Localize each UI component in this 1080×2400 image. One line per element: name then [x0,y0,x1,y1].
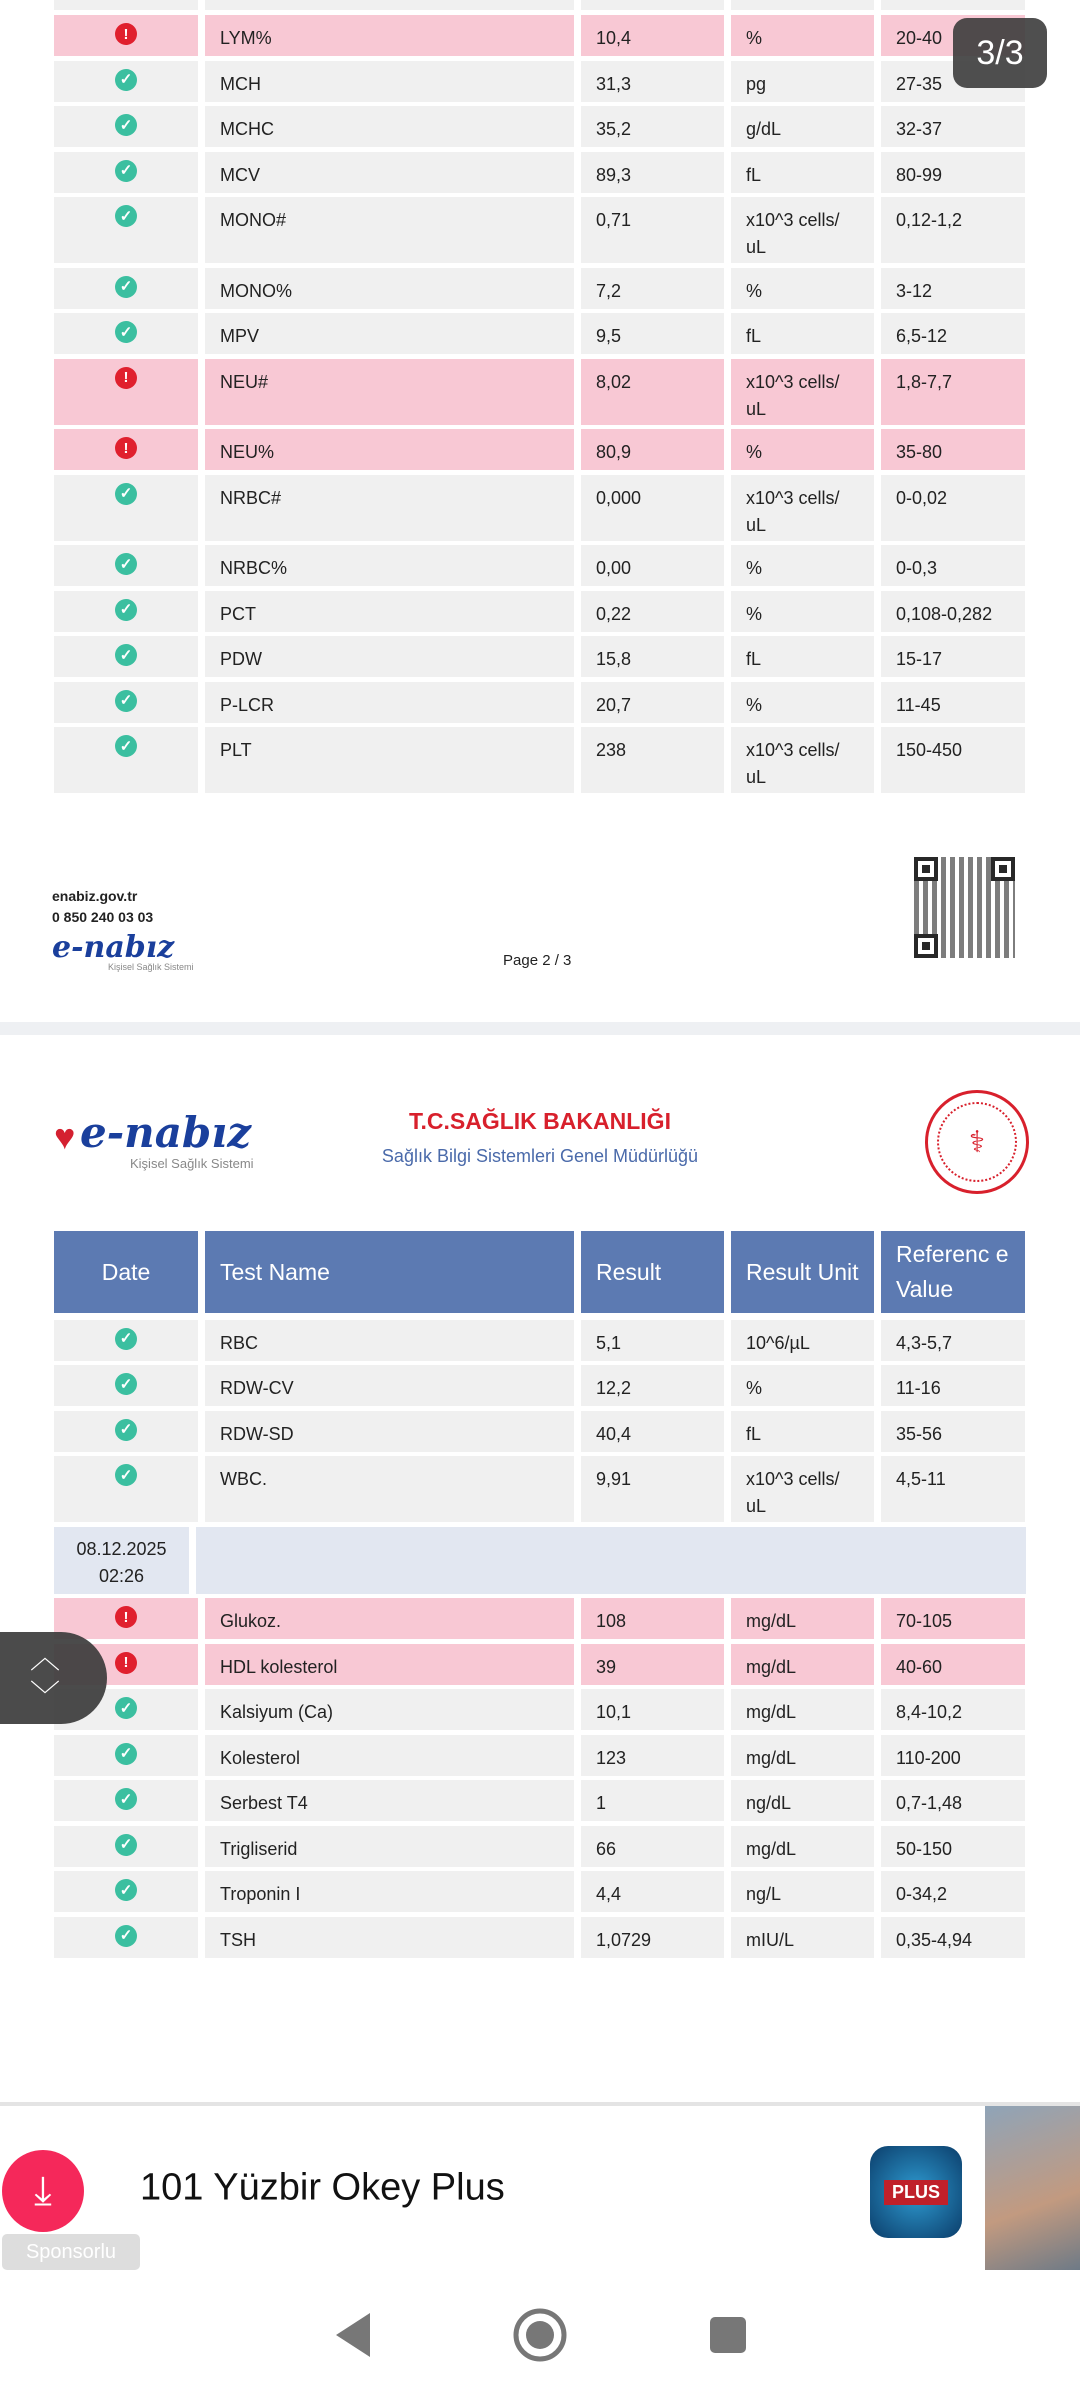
result-value: 1 [581,1780,724,1821]
status-cell [54,682,198,723]
result-value: 7,2 [581,268,724,309]
reference-value: 0-0,02 [881,475,1025,541]
status-cell [54,636,198,677]
result-unit: fL [731,152,874,193]
header-reference-value: Referenc e Value [881,1231,1025,1313]
test-name: LYM% [205,15,574,56]
result-value: 4,4 [581,1871,724,1912]
reference-value: 0,108-0,282 [881,591,1025,632]
result-value: 9,91 [581,1456,724,1522]
reference-value: 0,35-4,94 [881,1917,1025,1958]
test-name: PDW [205,636,574,677]
reference-value: 8,4-10,2 [881,1689,1025,1730]
test-name: Troponin I [205,1871,574,1912]
status-cell [54,1780,198,1821]
status-cell [54,545,198,586]
check-icon: ✓ [115,1834,137,1856]
result-unit: % [731,545,874,586]
logo-tagline: Kişisel Sağlık Sistemi [108,962,194,972]
result-unit: x10^3 cells/ uL [731,475,874,541]
results-table-page-3 [54,1231,1026,1958]
check-icon: ✓ [115,1879,137,1901]
test-name: Kalsiyum (Ca) [205,1689,574,1730]
page-badge: 3/3 [953,18,1047,88]
table-row [54,15,1026,56]
result-value: 0,71 [581,197,724,263]
header-result-unit: Result Unit [731,1231,874,1313]
table-row [54,636,1026,677]
ministry-subtitle: Sağlık Bilgi Sistemleri Genel Müdürlüğü [381,1146,699,1166]
back-icon[interactable] [332,2311,372,2359]
header-test-name: Test Name [205,1231,574,1313]
test-name: MONO% [205,268,574,309]
table-row [54,1871,1026,1912]
table-row [54,359,1026,425]
alert-icon: ! [115,1652,137,1674]
table-row [54,591,1026,632]
table-row [54,106,1026,147]
reference-value: 110-200 [881,1735,1025,1776]
e-nabiz-logo-text: e-nabız [80,1108,252,1157]
partial-row-top [54,0,1026,10]
check-icon: ✓ [115,114,137,136]
result-value: 15,8 [581,636,724,677]
check-icon: ✓ [115,1328,137,1350]
status-cell [54,15,198,56]
result-unit: mg/dL [731,1689,874,1730]
footer-logo [52,930,212,974]
check-icon: ✓ [115,1373,137,1395]
status-cell [54,591,198,632]
check-icon: ✓ [115,1419,137,1441]
result-value: 5,1 [581,1320,724,1361]
reference-value: 3-12 [881,268,1025,309]
header-logo [54,1108,264,1174]
table-row [54,1917,1026,1958]
result-value: 39 [581,1644,724,1685]
table-row [54,682,1026,723]
result-unit: fL [731,636,874,677]
result-value: 10,4 [581,15,724,56]
reference-value: 0-0,3 [881,545,1025,586]
table-row [54,1689,1026,1730]
home-icon[interactable] [512,2307,568,2363]
reference-value: 4,3-5,7 [881,1320,1025,1361]
check-icon: ✓ [115,1743,137,1765]
test-name: MONO# [205,197,574,263]
table-row [54,1644,1026,1685]
check-icon: ✓ [115,735,137,757]
status-cell [54,1411,198,1452]
result-value: 108 [581,1598,724,1639]
test-name: P-LCR [205,682,574,723]
heart-icon: ♥ [54,1116,76,1157]
check-icon: ✓ [115,483,137,505]
check-icon: ✓ [115,205,137,227]
result-value: 40,4 [581,1411,724,1452]
alert-icon: ! [115,1606,137,1628]
reference-value: 11-45 [881,682,1025,723]
check-icon: ✓ [115,69,137,91]
status-cell [54,1365,198,1406]
result-unit: g/dL [731,106,874,147]
test-name: Trigliserid [205,1826,574,1867]
system-nav-bar [0,2270,1080,2400]
result-unit: fL [731,313,874,354]
test-name: PCT [205,591,574,632]
table-row [54,727,1026,793]
sponsored-label: Sponsorlu [2,2234,140,2270]
reference-value: 35-56 [881,1411,1025,1452]
check-icon: ✓ [115,690,137,712]
status-cell [54,475,198,541]
reference-value: 6,5-12 [881,313,1025,354]
table-row [54,1411,1026,1452]
test-name: MPV [205,313,574,354]
recents-icon[interactable] [708,2315,748,2355]
test-name: MCV [205,152,574,193]
status-cell [54,61,198,102]
check-icon: ✓ [115,276,137,298]
status-cell [54,152,198,193]
status-cell [54,1871,198,1912]
result-unit: pg [731,61,874,102]
chevron-down-icon[interactable]: ﹀ [30,1680,60,1713]
check-icon: ✓ [115,1464,137,1486]
result-unit: ng/L [731,1871,874,1912]
table-row [54,268,1026,309]
result-value: 89,3 [581,152,724,193]
check-icon: ✓ [115,644,137,666]
reference-value: 150-450 [881,727,1025,793]
app-icon-text: PLUS [884,2180,948,2205]
table-row [54,475,1026,541]
ministry-title: T.C.SAĞLIK BAKANLIĞI [409,1108,671,1134]
status-cell [54,1598,198,1639]
table-row [54,197,1026,263]
result-value: 80,9 [581,429,724,470]
test-name: MCH [205,61,574,102]
status-cell [54,1320,198,1361]
check-icon: ✓ [115,599,137,621]
status-cell [54,727,198,793]
test-name: PLT [205,727,574,793]
table-row [54,1780,1026,1821]
table-row [54,1826,1026,1867]
reference-value: 1,8-7,7 [881,359,1025,425]
test-name: NRBC# [205,475,574,541]
table-row [54,1598,1026,1639]
result-value: 31,3 [581,61,724,102]
result-value: 66 [581,1826,724,1867]
result-unit: % [731,429,874,470]
status-cell [54,268,198,309]
result-unit: mg/dL [731,1598,874,1639]
reference-value: 35-80 [881,429,1025,470]
alert-icon: ! [115,437,137,459]
status-cell [54,1917,198,1958]
reference-value: 50-150 [881,1826,1025,1867]
test-name: Glukoz. [205,1598,574,1639]
result-unit: % [731,591,874,632]
table-row [54,429,1026,470]
table-row [54,1735,1026,1776]
table-header [54,1231,1026,1313]
check-icon: ✓ [115,321,137,343]
alert-icon: ! [115,367,137,389]
page-separator [0,1022,1080,1035]
result-value: 12,2 [581,1365,724,1406]
ad-image[interactable] [985,2106,1080,2270]
scroll-navigator[interactable] [0,1632,107,1724]
group-date: 08.12.2025 [76,1539,167,1559]
test-name: NEU% [205,429,574,470]
result-unit: % [731,268,874,309]
result-unit: ng/dL [731,1780,874,1821]
result-unit: % [731,682,874,723]
check-icon: ✓ [115,553,137,575]
test-name: HDL kolesterol [205,1644,574,1685]
test-name: MCHC [205,106,574,147]
result-value: 0,22 [581,591,724,632]
result-unit: fL [731,1411,874,1452]
table-row [54,1320,1026,1361]
status-cell [54,359,198,425]
status-cell [54,1735,198,1776]
check-icon: ✓ [115,1925,137,1947]
group-time: 02:26 [99,1566,145,1586]
qr-code [914,857,1015,958]
test-name: NRBC% [205,545,574,586]
result-unit: mIU/L [731,1917,874,1958]
result-unit: mg/dL [731,1826,874,1867]
reference-value: 70-105 [881,1598,1025,1639]
result-unit: x10^3 cells/ uL [731,727,874,793]
status-cell [54,1826,198,1867]
test-name: RBC [205,1320,574,1361]
check-icon: ✓ [115,1788,137,1810]
test-name: NEU# [205,359,574,425]
reference-value: 0,12-1,2 [881,197,1025,263]
table-row [54,545,1026,586]
result-unit: mg/dL [731,1644,874,1685]
result-value: 1,0729 [581,1917,724,1958]
page-number: Page 2 / 3 [503,952,572,969]
check-icon: ✓ [115,160,137,182]
result-value: 123 [581,1735,724,1776]
status-cell [54,1456,198,1522]
e-nabiz-logo-text: e-nabız [52,930,175,965]
status-cell [54,313,198,354]
test-name: Serbest T4 [205,1780,574,1821]
result-unit: x10^3 cells/ uL [731,1456,874,1522]
table-row [54,152,1026,193]
header-result: Result [581,1231,724,1313]
reference-value: 32-37 [881,106,1025,147]
status-cell [54,429,198,470]
result-unit: x10^3 cells/ uL [731,197,874,263]
reference-value: 11-16 [881,1365,1025,1406]
result-unit: % [731,1365,874,1406]
reference-value: 15-17 [881,636,1025,677]
reference-value: 27-35 [881,61,1025,102]
test-name: TSH [205,1917,574,1958]
header-date: Date [54,1231,198,1313]
result-value: 8,02 [581,359,724,425]
result-unit: mg/dL [731,1735,874,1776]
date-group-row [54,1527,1026,1594]
result-value: 10,1 [581,1689,724,1730]
ad-banner[interactable] [0,2102,1080,2270]
result-value: 9,5 [581,313,724,354]
result-value: 0,00 [581,545,724,586]
result-value: 35,2 [581,106,724,147]
check-icon: ✓ [115,1697,137,1719]
footer-website: enabiz.gov.tr [52,888,138,904]
reference-value: 0,7-1,48 [881,1780,1025,1821]
download-icon[interactable]: ⤓ [2,2150,84,2232]
test-name: WBC. [205,1456,574,1522]
reference-value: 4,5-11 [881,1456,1025,1522]
results-table-page-2 [54,15,1026,793]
reference-value: 20-40 [881,15,1025,56]
status-cell [54,197,198,263]
table-row [54,313,1026,354]
table-row [54,61,1026,102]
chevron-up-icon[interactable]: ︿ [30,1642,60,1675]
ministry-seal: ⚕ [925,1090,1029,1194]
result-value: 20,7 [581,682,724,723]
logo-tagline: Kişisel Sağlık Sistemi [130,1156,254,1171]
result-value: 238 [581,727,724,793]
ad-title[interactable]: 101 Yüzbir Okey Plus [140,2166,505,2209]
result-unit: x10^3 cells/ uL [731,359,874,425]
test-name: RDW-CV [205,1365,574,1406]
table-row [54,1456,1026,1522]
result-unit: 10^6/µL [731,1320,874,1361]
reference-value: 0-34,2 [881,1871,1025,1912]
table-row [54,1365,1026,1406]
result-value: 0,000 [581,475,724,541]
test-name: RDW-SD [205,1411,574,1452]
status-cell [54,106,198,147]
alert-icon: ! [115,23,137,45]
test-name: Kolesterol [205,1735,574,1776]
result-unit: % [731,15,874,56]
footer-phone: 0 850 240 03 03 [52,909,154,925]
reference-value: 40-60 [881,1644,1025,1685]
app-icon[interactable] [870,2146,962,2238]
reference-value: 80-99 [881,152,1025,193]
